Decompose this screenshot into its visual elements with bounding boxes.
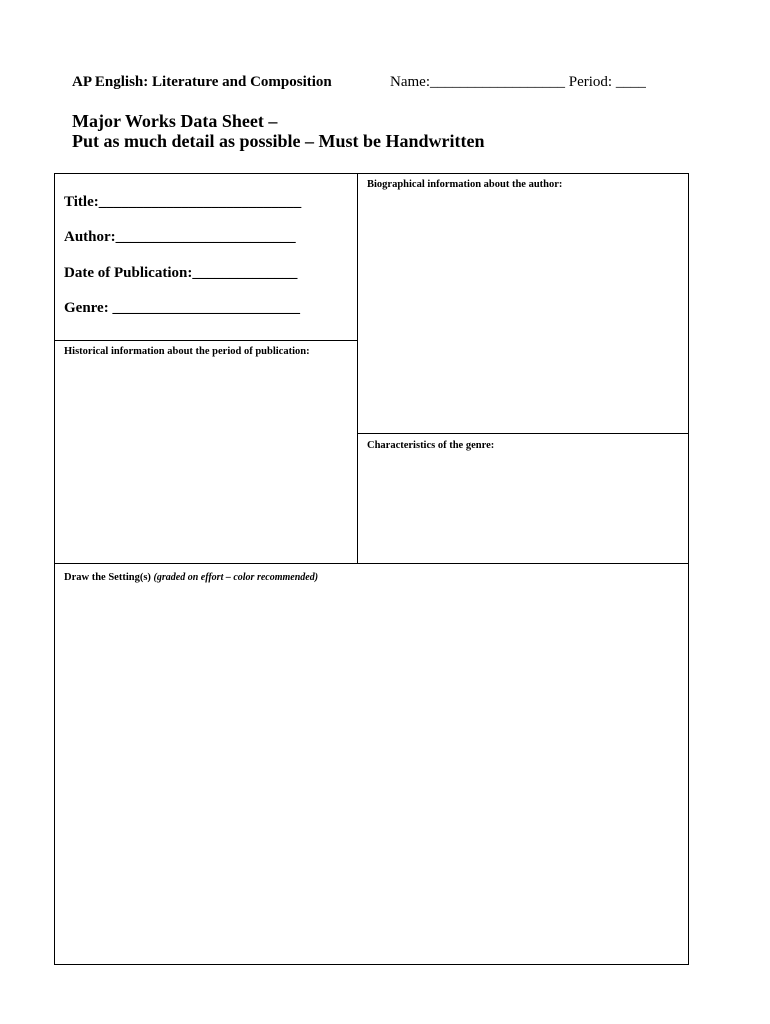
historical-info-label: Historical information about the period of publication: (64, 346, 310, 357)
name-period-line: Name:__________________ Period: ____ (390, 74, 646, 90)
course-title: AP English: Literature and Composition (72, 74, 332, 90)
left-section-divider (54, 340, 358, 341)
right-section-divider (357, 433, 689, 434)
sheet-instructions: Put as much detail as possible – Must be Handwritten (72, 131, 485, 151)
publication-date-field: Date of Publication:______________ (64, 265, 298, 281)
author-field: Author:________________________ (64, 229, 296, 245)
title-field: Title:___________________________ (64, 194, 302, 210)
setting-section-divider (54, 563, 689, 564)
sheet-title: Major Works Data Sheet – (72, 111, 278, 131)
genre-field: Genre: _________________________ (64, 300, 300, 316)
worksheet-frame (54, 173, 689, 965)
column-divider (357, 173, 358, 564)
draw-setting-heading: Draw the Setting(s) (64, 572, 151, 583)
genre-characteristics-label: Characteristics of the genre: (367, 440, 495, 451)
draw-setting-note: (graded on effort – color recommended) (153, 572, 319, 583)
draw-setting-label (64, 572, 318, 583)
biographical-info-label: Biographical information about the author: (367, 179, 563, 190)
